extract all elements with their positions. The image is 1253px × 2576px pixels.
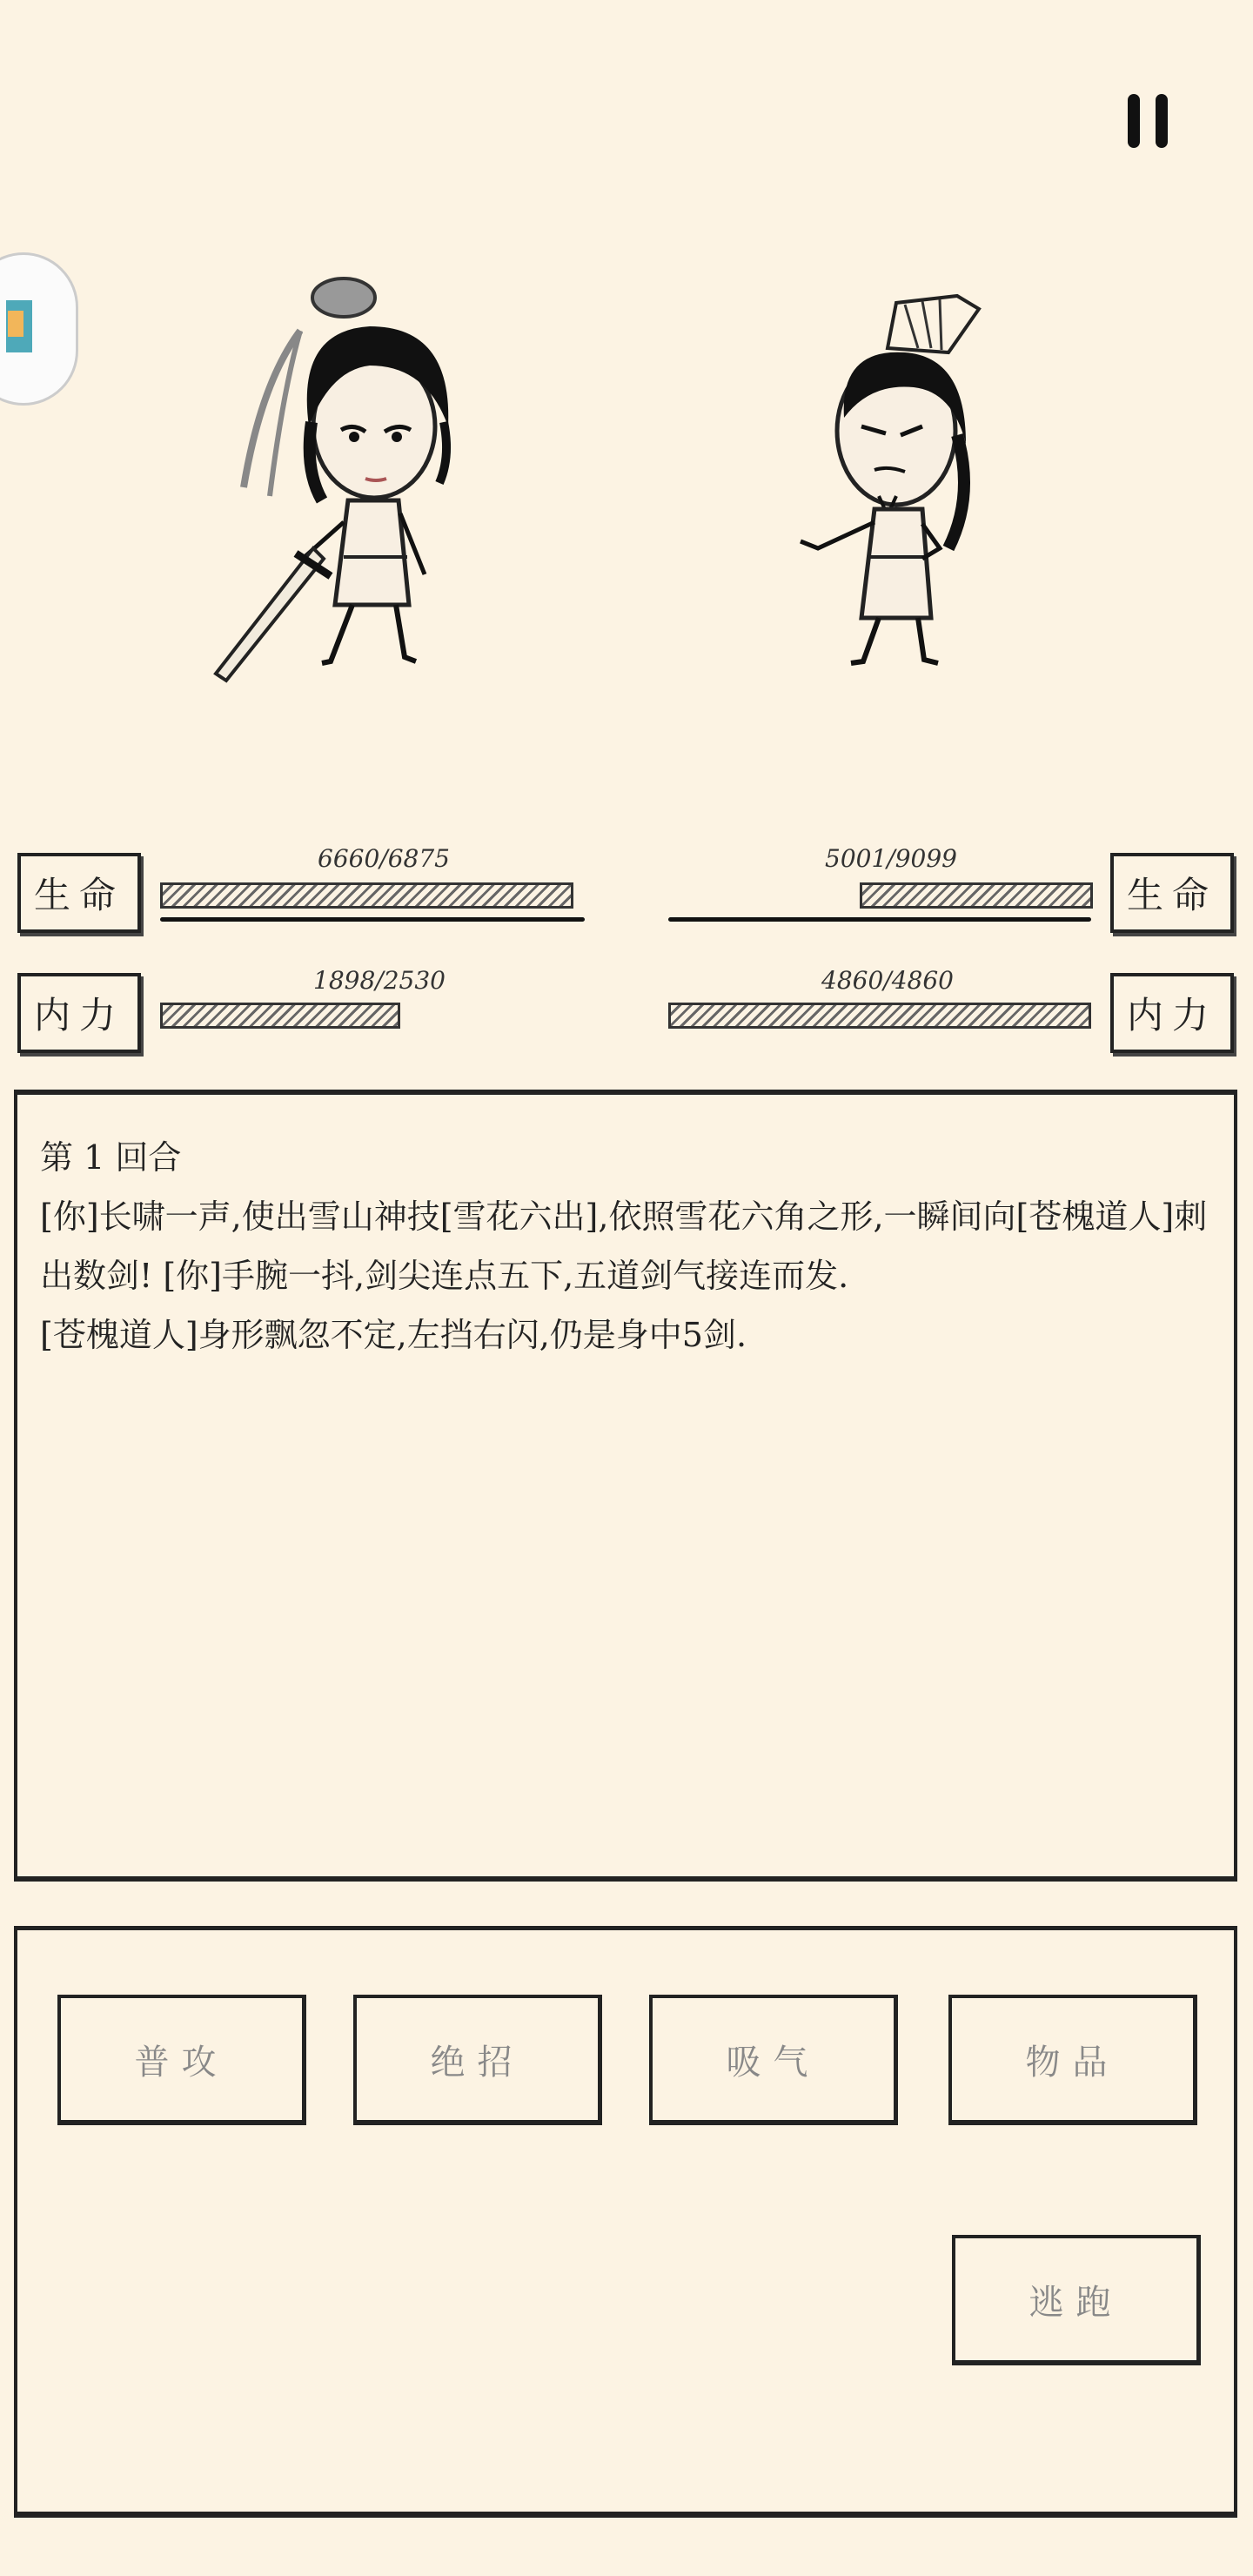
player-mp-bar [160,1003,480,1029]
special-move-button[interactable]: 绝招 [353,1995,602,2125]
enemy-mp-value: 4860/4860 [821,966,954,995]
player-mp-label: 内力 [17,973,141,1053]
enemy-mp-label: 内力 [1110,973,1234,1053]
player-hp-label: 生命 [17,853,141,933]
player-hp-fill [160,882,573,909]
enemy-hp-bar [668,882,1093,909]
player-mp-fill [160,1003,400,1029]
pause-icon [1128,94,1140,148]
round-title: 第 1 回合 [40,1138,182,1177]
player-mp-value: 1898/2530 [313,966,446,995]
items-button[interactable]: 物品 [948,1995,1197,2125]
enemy-mp-bar [668,1003,1091,1029]
floating-side-badge[interactable] [0,252,78,406]
player-swordsman-character [191,270,479,688]
enemy-mp-fill [668,1003,1091,1029]
log-line: [苍槐道人]身形飘忽不定,左挡右闪,仍是身中5剑. [40,1316,747,1354]
enemy-hp-fill [860,882,1093,909]
escape-button[interactable]: 逃跑 [952,2235,1201,2365]
combat-log[interactable] [14,1090,1237,1882]
enemy-hp-baseline [668,917,1091,922]
enemy-hp-value: 5001/9099 [825,844,957,873]
action-panel [14,1926,1237,2518]
absorb-qi-button[interactable]: 吸气 [649,1995,898,2125]
log-line: [你]长啸一声,使出雪山神技[雪花六出],依照雪花六角之形,一瞬间向[苍槐道人]刺出数剑! [你]手腕一抖,剑尖连点五下,五道剑气接连而发. [40,1197,1208,1295]
player-hp-value: 6660/6875 [318,844,450,873]
player-hp-bar [160,882,586,909]
enemy-taoist-character [792,287,1027,670]
enemy-hp-label: 生命 [1110,853,1234,933]
normal-attack-button[interactable]: 普攻 [57,1995,306,2125]
app-icon-accent [8,311,23,337]
pause-button[interactable] [1122,91,1175,151]
player-hp-baseline [160,917,585,922]
pause-icon-bar [1156,94,1168,148]
